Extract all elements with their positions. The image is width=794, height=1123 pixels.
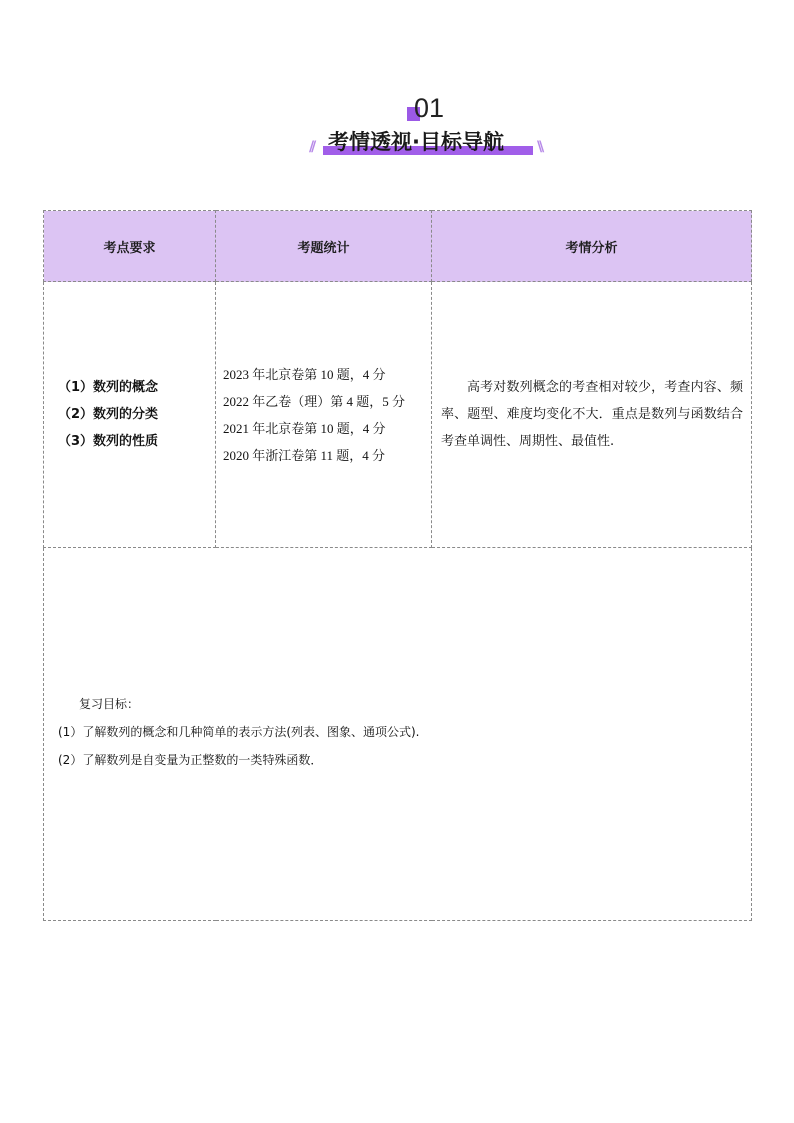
goals-title: 复习目标： <box>79 697 140 711</box>
section-title: 考情透视·目标导航 <box>328 130 504 154</box>
section-header <box>0 0 794 170</box>
requirements-cell <box>44 282 216 548</box>
requirement-item: （2）数列的分类 <box>58 407 159 422</box>
analysis-text: 高考对数列概念的考查相对较少，考查内容、频率、题型、难度均变化不大．重点是数列与函数结合考查单调性、周期性、最值性. <box>441 380 743 449</box>
statistic-item: 2021 年北京卷第 10 题，4 分 <box>223 420 386 436</box>
analysis-cell <box>432 282 752 548</box>
goal-item: (1）了解数列的概念和几种简单的表示方法(列表、图象、通项公式). <box>58 725 420 739</box>
left-decoration: // <box>309 139 314 155</box>
requirement-item: （3）数列的性质 <box>58 434 159 449</box>
statistic-item: 2020 年浙江卷第 11 题，4 分 <box>223 447 386 463</box>
statistic-item: 2022 年乙卷（理）第 4 题，5 分 <box>223 393 406 409</box>
right-decoration: \\ <box>537 139 542 155</box>
table-body-row <box>44 282 752 548</box>
table-header-row <box>44 211 752 282</box>
goals-row <box>44 548 752 921</box>
section-number: 01 <box>414 93 445 123</box>
header-requirements: 考点要求 <box>44 211 216 282</box>
goal-item: (2）了解数列是自变量为正整数的一类特殊函数． <box>58 753 323 767</box>
header-analysis: 考情分析 <box>432 211 752 282</box>
goals-content <box>58 691 420 774</box>
goals-cell <box>44 548 752 921</box>
header-statistics: 考题统计 <box>216 211 432 282</box>
exam-analysis-table <box>43 210 752 921</box>
statistic-item: 2023 年北京卷第 10 题，4 分 <box>223 366 386 382</box>
requirement-item: （1）数列的概念 <box>58 380 159 395</box>
statistics-cell <box>216 282 432 548</box>
